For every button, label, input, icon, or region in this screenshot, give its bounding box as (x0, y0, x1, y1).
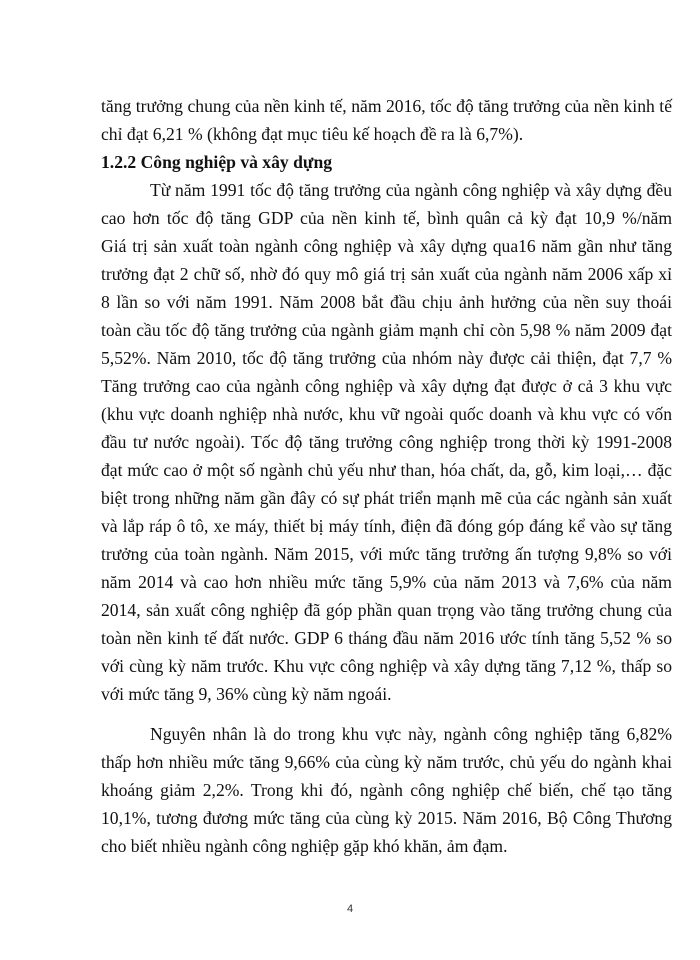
page-number: 4 (346, 903, 354, 915)
section-heading: 1.2.2 Công nghiệp và xây dựng (101, 152, 333, 172)
paragraph-line: Giá trị sản xuất toàn ngành công nghiệp và xây dựng qua16 năm gần như tăng (101, 236, 672, 256)
paragraph-line: đạt mức cao ở một số ngành chủ yếu như than, hóa chất, da, gỗ, kim loại,… đặc (101, 460, 672, 480)
paragraph-line: với mức tăng 9, 36% cùng kỳ năm ngoái. (101, 684, 392, 704)
paragraph-line: cho biết nhiều ngành công nghiệp gặp khó khăn, ảm đạm. (101, 836, 508, 856)
paragraph-line: Nguyên nhân là do trong khu vực này, ngành công nghiệp tăng 6,82% (150, 724, 672, 744)
paragraph-line: trưởng của toàn ngành. Năm 2015, với mức tăng trưởng ấn tượng 9,8% so với (101, 544, 672, 564)
intro-line: tăng trưởng chung của nền kinh tế, năm 2016, tốc độ tăng trưởng của nền kinh tế (101, 96, 672, 116)
paragraph-line: 8 lần so với năm 1991. Năm 2008 bắt đầu chịu ảnh hưởng của nền suy thoái (101, 292, 672, 312)
paragraph-line: năm 2014 và cao hơn nhiều mức tăng 5,9% của năm 2013 và 7,6% của năm (101, 572, 672, 592)
paragraph-line: (khu vực doanh nghiệp nhà nước, khu vữ ngoài quốc doanh và khu vực có vốn (101, 404, 672, 424)
paragraph-line: cao hơn tốc độ tăng GDP của nền kinh tế, bình quân cả kỳ đạt 10,9 %/năm (101, 208, 672, 228)
paragraph-line: toàn cầu tốc độ tăng trưởng của ngành giảm mạnh chỉ còn 5,98 % năm 2009 đạt (101, 320, 672, 340)
paragraph-line: với cùng kỳ năm trước. Khu vực công nghiệp và xây dựng tăng 7,12 %, thấp so (101, 656, 672, 676)
paragraph-line: 10,1%, tương đương mức tăng của cùng kỳ 2015. Năm 2016, Bộ Công Thương (101, 808, 672, 828)
paragraph-line: thấp hơn nhiều mức tăng 9,66% của cùng kỳ năm trước, chủ yếu do ngành khai (101, 752, 672, 772)
intro-line: chỉ đạt 6,21 % (không đạt mục tiêu kế hoạch đề ra là 6,7%). (101, 124, 524, 144)
paragraph-line: và lắp ráp ô tô, xe máy, thiết bị máy tính, điện đã đóng góp đáng kể vào sự tăng (101, 516, 672, 536)
paragraph-line: Tăng trưởng cao của ngành công nghiệp và xây dựng đạt được ở cả 3 khu vực (101, 376, 672, 396)
paragraph-line: biệt trong những năm gần đây có sự phát triển mạnh mẽ của các ngành sản xuất (101, 488, 672, 508)
paragraph-line: khoáng giảm 2,2%. Trong khi đó, ngành công nghiệp chế biến, chế tạo tăng (101, 780, 672, 800)
paragraph-line: đầu tư nước ngoài). Tốc độ tăng trưởng công nghiệp trong thời kỳ 1991-2008 (101, 432, 672, 452)
paragraph-line: toàn nền kinh tế đất nước. GDP 6 tháng đầu năm 2016 ước tính tăng 5,52 % so (101, 628, 672, 648)
paragraph-line: trưởng đạt 2 chữ số, nhờ đó quy mô giá trị sản xuất của ngành năm 2006 xấp xỉ (101, 264, 672, 284)
paragraph-line: 2014, sản xuất công nghiệp đã góp phần quan trọng vào tăng trưởng chung của (101, 600, 672, 620)
paragraph-line: 5,52%. Năm 2010, tốc độ tăng trưởng của nhóm này được cải thiện, đạt 7,7 % (101, 348, 672, 368)
paragraph-line: Từ năm 1991 tốc độ tăng trưởng của ngành công nghiệp và xây dựng đều (150, 180, 672, 200)
